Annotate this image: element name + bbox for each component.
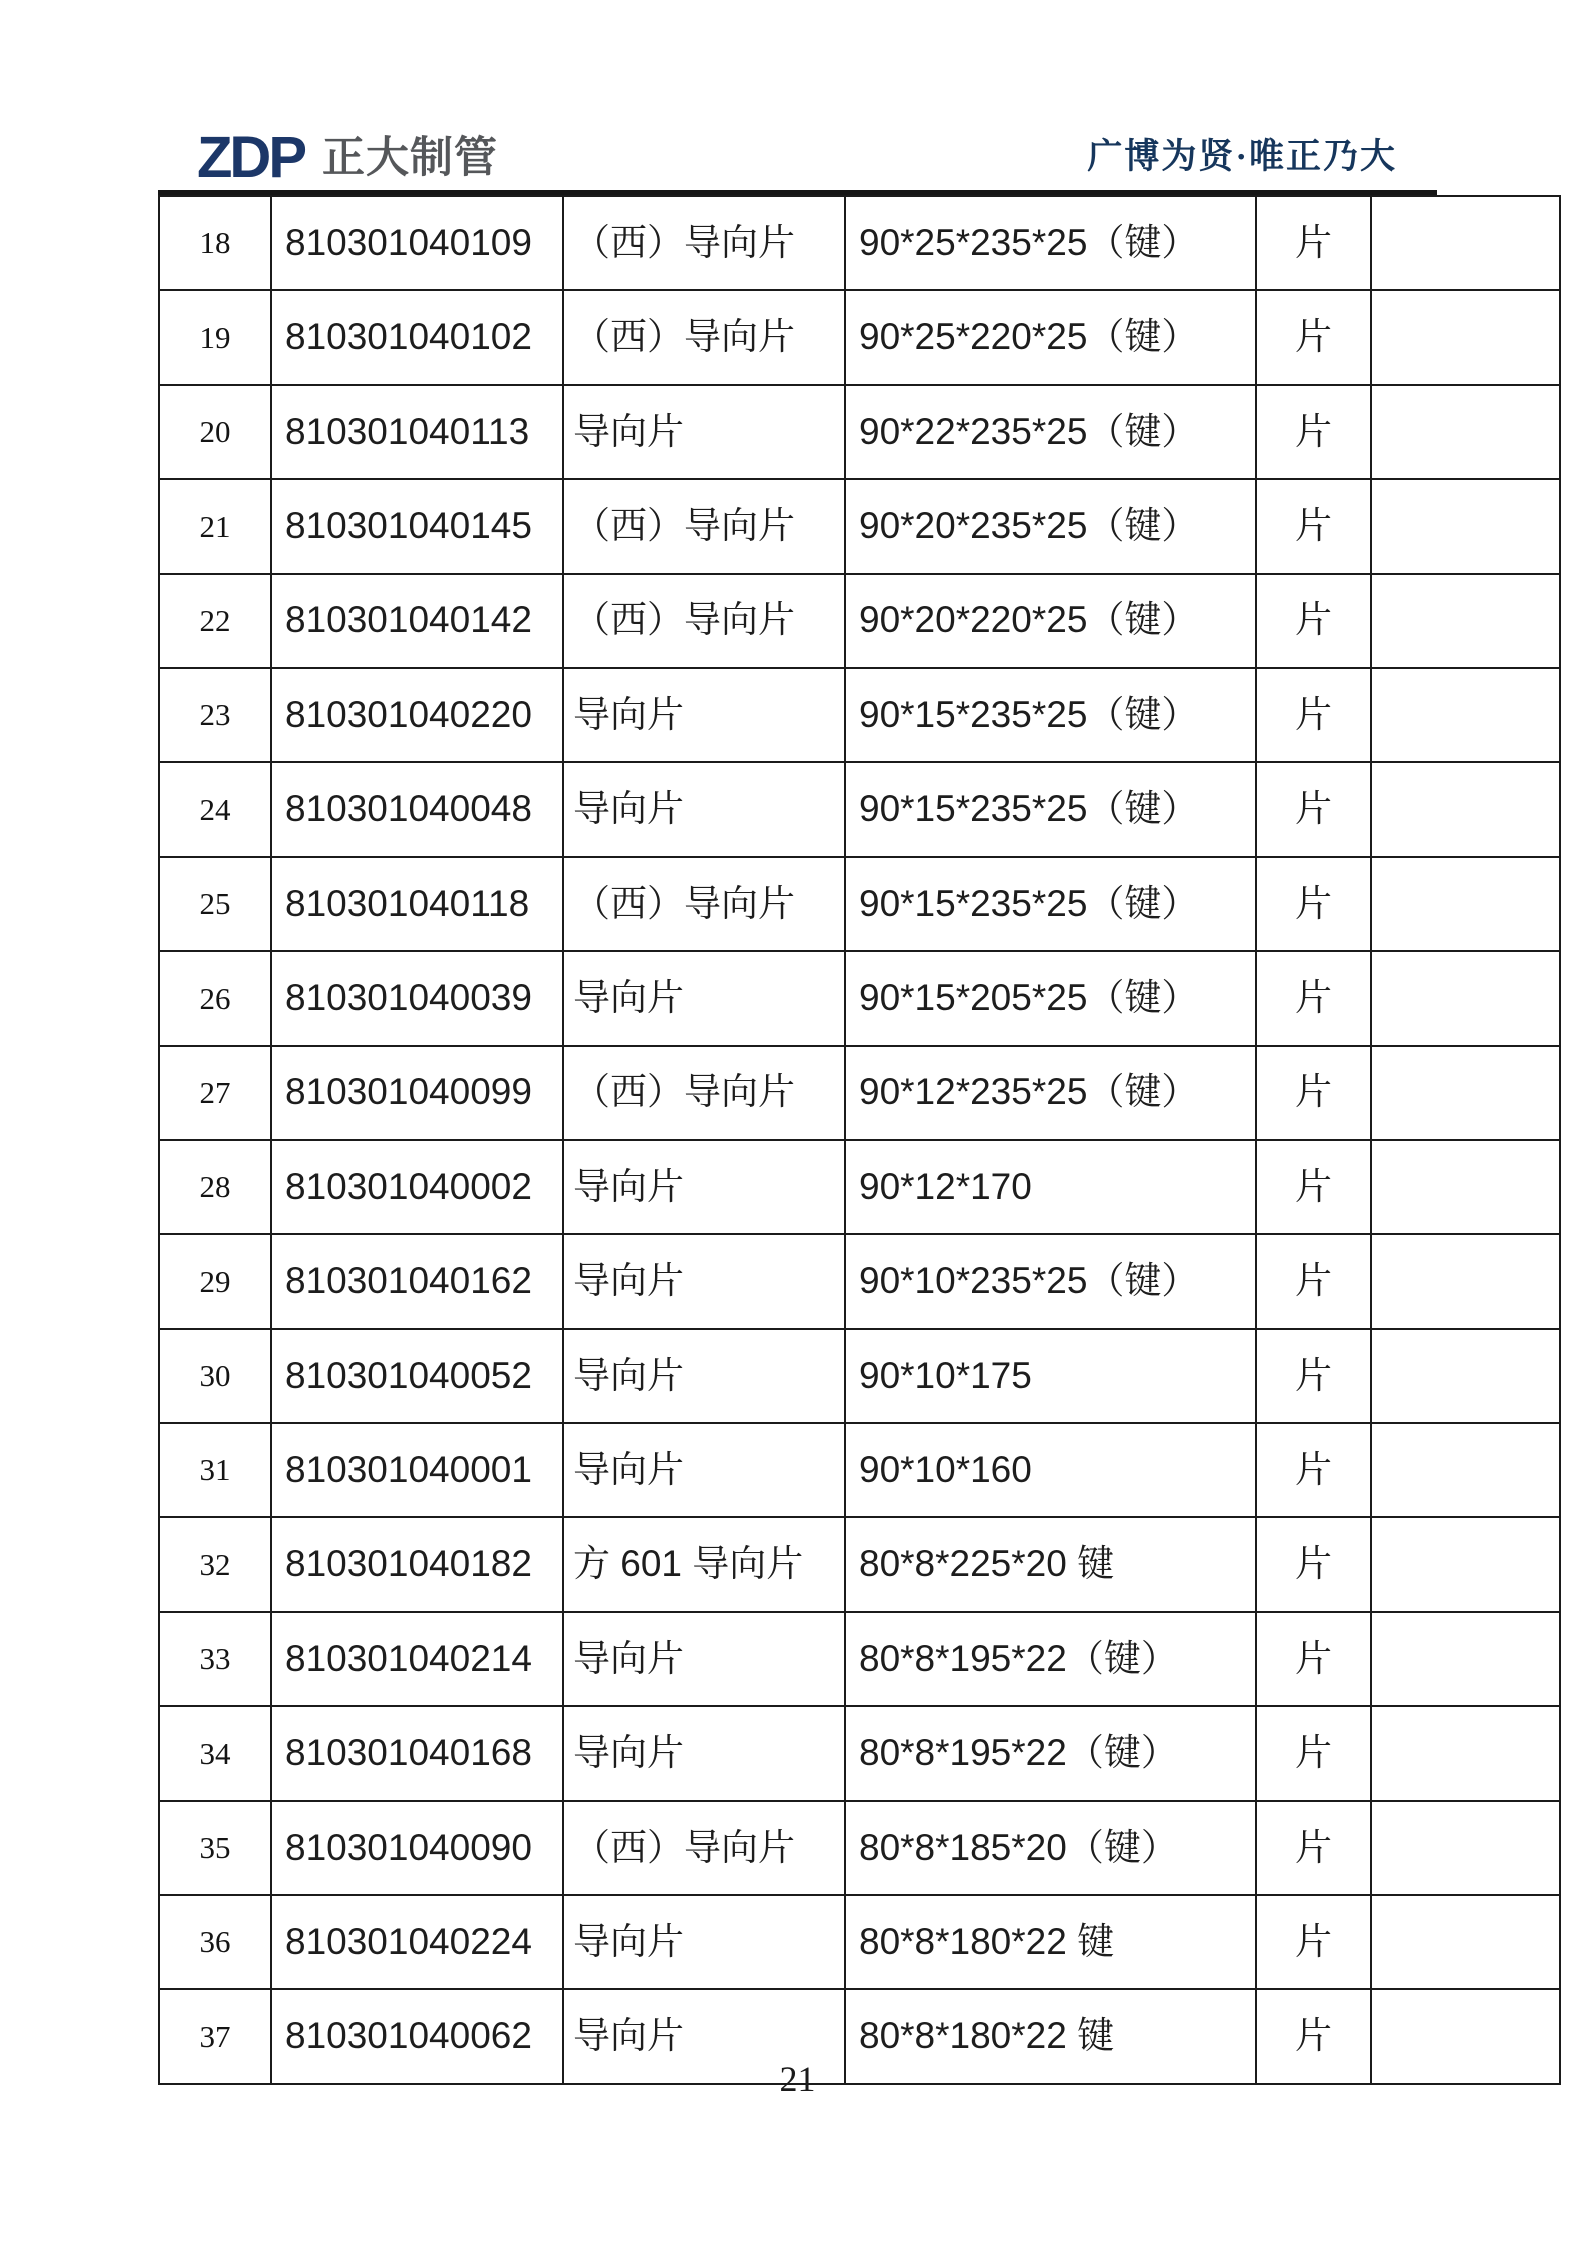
table-row <box>159 857 1560 951</box>
item-unit-cell: 片 <box>1256 1612 1371 1706</box>
row-number-cell: 31 <box>159 1423 271 1517</box>
item-unit-cell: 片 <box>1256 857 1371 951</box>
item-unit-cell: 片 <box>1256 1329 1371 1423</box>
table-row <box>159 1612 1560 1706</box>
item-name-cell: 导向片 <box>563 1423 845 1517</box>
row-number-cell: 18 <box>159 196 271 290</box>
item-unit-cell: 片 <box>1256 479 1371 573</box>
item-code-cell: 810301040113 <box>271 385 563 479</box>
item-unit-cell: 片 <box>1256 385 1371 479</box>
item-name-cell: 导向片 <box>563 1612 845 1706</box>
row-number-cell: 24 <box>159 762 271 856</box>
item-name-cell: 导向片 <box>563 1140 845 1234</box>
table-row <box>159 762 1560 856</box>
item-remark-cell <box>1371 762 1560 856</box>
item-code-cell: 810301040109 <box>271 196 563 290</box>
item-unit-cell: 片 <box>1256 1140 1371 1234</box>
item-spec-cell: 80*8*185*20（键） <box>845 1801 1256 1895</box>
item-code-cell: 810301040048 <box>271 762 563 856</box>
item-name-cell: （西）导向片 <box>563 479 845 573</box>
item-name-cell: （西）导向片 <box>563 290 845 384</box>
row-number-cell: 37 <box>159 1989 271 2083</box>
item-remark-cell <box>1371 1706 1560 1800</box>
item-code-cell: 810301040168 <box>271 1706 563 1800</box>
row-number-cell: 27 <box>159 1046 271 1140</box>
row-number-cell: 33 <box>159 1612 271 1706</box>
item-code-cell: 810301040145 <box>271 479 563 573</box>
item-code-cell: 810301040090 <box>271 1801 563 1895</box>
row-number-cell: 28 <box>159 1140 271 1234</box>
item-name-cell: 导向片 <box>563 1706 845 1800</box>
table-row <box>159 574 1560 668</box>
item-code-cell: 810301040214 <box>271 1612 563 1706</box>
row-number-cell: 22 <box>159 574 271 668</box>
item-spec-cell: 80*8*180*22 键 <box>845 1989 1256 2083</box>
item-remark-cell <box>1371 1423 1560 1517</box>
item-name-cell: （西）导向片 <box>563 574 845 668</box>
item-unit-cell: 片 <box>1256 951 1371 1045</box>
item-spec-cell: 90*12*170 <box>845 1140 1256 1234</box>
item-unit-cell: 片 <box>1256 574 1371 668</box>
item-spec-cell: 90*10*175 <box>845 1329 1256 1423</box>
table-row <box>159 1801 1560 1895</box>
row-number-cell: 30 <box>159 1329 271 1423</box>
item-unit-cell: 片 <box>1256 1895 1371 1989</box>
item-code-cell: 810301040102 <box>271 290 563 384</box>
item-spec-cell: 80*8*195*22（键） <box>845 1612 1256 1706</box>
row-number-cell: 23 <box>159 668 271 762</box>
row-number-cell: 35 <box>159 1801 271 1895</box>
item-code-cell: 810301040224 <box>271 1895 563 1989</box>
table-row <box>159 1329 1560 1423</box>
parts-inventory-table <box>158 195 1561 2085</box>
item-name-cell: （西）导向片 <box>563 1801 845 1895</box>
item-unit-cell: 片 <box>1256 1801 1371 1895</box>
item-unit-cell: 片 <box>1256 196 1371 290</box>
table-row <box>159 668 1560 762</box>
company-header <box>197 125 498 190</box>
item-name-cell: （西）导向片 <box>563 857 845 951</box>
table-row <box>159 1234 1560 1328</box>
item-code-cell: 810301040001 <box>271 1423 563 1517</box>
item-remark-cell <box>1371 196 1560 290</box>
item-code-cell: 810301040002 <box>271 1140 563 1234</box>
zdp-logo: ZDP <box>197 125 304 190</box>
item-spec-cell: 90*20*235*25（键） <box>845 479 1256 573</box>
item-name-cell: 导向片 <box>563 1329 845 1423</box>
item-unit-cell: 片 <box>1256 1046 1371 1140</box>
table-row <box>159 1706 1560 1800</box>
item-spec-cell: 90*12*235*25（键） <box>845 1046 1256 1140</box>
row-number-cell: 19 <box>159 290 271 384</box>
table-row <box>159 290 1560 384</box>
item-name-cell: 导向片 <box>563 668 845 762</box>
table-row <box>159 196 1560 290</box>
item-remark-cell <box>1371 290 1560 384</box>
table-row <box>159 951 1560 1045</box>
item-remark-cell <box>1371 857 1560 951</box>
item-code-cell: 810301040220 <box>271 668 563 762</box>
item-name-cell: （西）导向片 <box>563 1046 845 1140</box>
item-unit-cell: 片 <box>1256 290 1371 384</box>
item-spec-cell: 90*15*235*25（键） <box>845 857 1256 951</box>
item-spec-cell: 90*15*235*25（键） <box>845 668 1256 762</box>
item-spec-cell: 80*8*195*22（键） <box>845 1706 1256 1800</box>
item-spec-cell: 90*15*205*25（键） <box>845 951 1256 1045</box>
item-remark-cell <box>1371 479 1560 573</box>
item-remark-cell <box>1371 1517 1560 1611</box>
item-remark-cell <box>1371 1234 1560 1328</box>
item-code-cell: 810301040142 <box>271 574 563 668</box>
item-spec-cell: 90*20*220*25（键） <box>845 574 1256 668</box>
item-unit-cell: 片 <box>1256 1234 1371 1328</box>
item-name-cell: 导向片 <box>563 385 845 479</box>
item-remark-cell <box>1371 1329 1560 1423</box>
item-spec-cell: 90*10*160 <box>845 1423 1256 1517</box>
item-remark-cell <box>1371 951 1560 1045</box>
company-name: 正大制管 <box>322 133 498 182</box>
row-number-cell: 20 <box>159 385 271 479</box>
item-remark-cell <box>1371 668 1560 762</box>
item-unit-cell: 片 <box>1256 1989 1371 2083</box>
item-code-cell: 810301040182 <box>271 1517 563 1611</box>
item-code-cell: 810301040052 <box>271 1329 563 1423</box>
row-number-cell: 29 <box>159 1234 271 1328</box>
item-name-cell: 导向片 <box>563 1895 845 1989</box>
company-motto: 广博为贤·唯正乃大 <box>1087 137 1397 176</box>
row-number-cell: 26 <box>159 951 271 1045</box>
item-code-cell: 810301040162 <box>271 1234 563 1328</box>
row-number-cell: 25 <box>159 857 271 951</box>
item-name-cell: 导向片 <box>563 1234 845 1328</box>
item-spec-cell: 90*25*235*25（键） <box>845 196 1256 290</box>
item-spec-cell: 90*22*235*25（键） <box>845 385 1256 479</box>
row-number-cell: 34 <box>159 1706 271 1800</box>
item-unit-cell: 片 <box>1256 668 1371 762</box>
item-remark-cell <box>1371 1801 1560 1895</box>
item-unit-cell: 片 <box>1256 1517 1371 1611</box>
item-spec-cell: 90*15*235*25（键） <box>845 762 1256 856</box>
item-remark-cell <box>1371 1612 1560 1706</box>
item-unit-cell: 片 <box>1256 1423 1371 1517</box>
item-remark-cell <box>1371 574 1560 668</box>
table-row <box>159 1423 1560 1517</box>
table-row <box>159 479 1560 573</box>
item-spec-cell: 80*8*180*22 键 <box>845 1895 1256 1989</box>
table-row <box>159 1046 1560 1140</box>
item-unit-cell: 片 <box>1256 762 1371 856</box>
table-row <box>159 1517 1560 1611</box>
item-name-cell: 方 601 导向片 <box>563 1517 845 1611</box>
page-number: 21 <box>779 2059 816 2099</box>
row-number-cell: 36 <box>159 1895 271 1989</box>
table-row <box>159 385 1560 479</box>
item-spec-cell: 80*8*225*20 键 <box>845 1517 1256 1611</box>
item-code-cell: 810301040118 <box>271 857 563 951</box>
row-number-cell: 32 <box>159 1517 271 1611</box>
item-remark-cell <box>1371 1895 1560 1989</box>
item-code-cell: 810301040099 <box>271 1046 563 1140</box>
item-name-cell: （西）导向片 <box>563 196 845 290</box>
item-remark-cell <box>1371 1140 1560 1234</box>
item-name-cell: 导向片 <box>563 951 845 1045</box>
item-unit-cell: 片 <box>1256 1706 1371 1800</box>
item-remark-cell <box>1371 1046 1560 1140</box>
item-spec-cell: 90*25*220*25（键） <box>845 290 1256 384</box>
item-spec-cell: 90*10*235*25（键） <box>845 1234 1256 1328</box>
item-name-cell: 导向片 <box>563 1989 845 2083</box>
table-row <box>159 1140 1560 1234</box>
table-row <box>159 1895 1560 1989</box>
item-remark-cell <box>1371 385 1560 479</box>
row-number-cell: 21 <box>159 479 271 573</box>
item-code-cell: 810301040062 <box>271 1989 563 2083</box>
item-name-cell: 导向片 <box>563 762 845 856</box>
item-code-cell: 810301040039 <box>271 951 563 1045</box>
